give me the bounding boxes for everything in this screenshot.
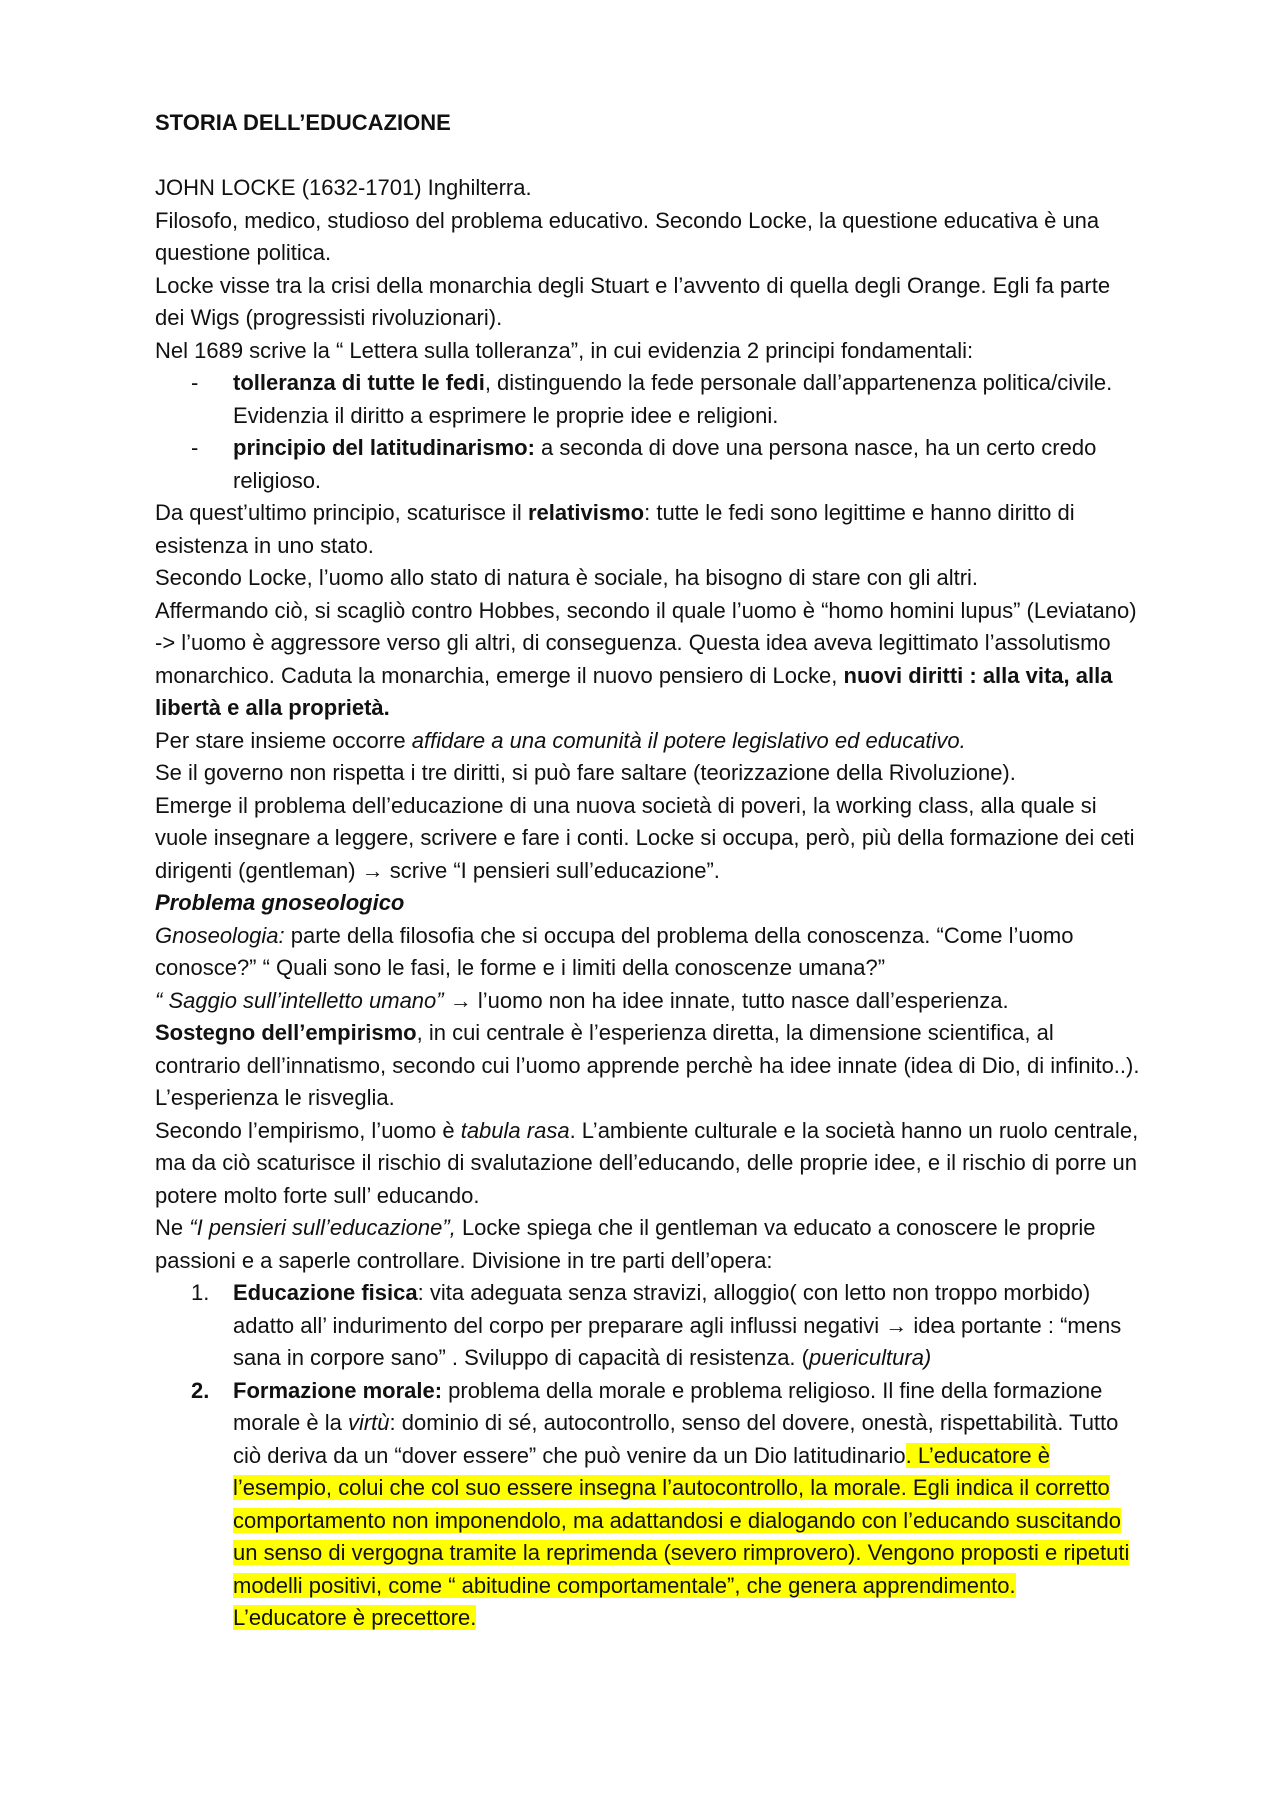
bold-term: principio del latitudinarismo:: [233, 435, 535, 460]
bold-term: Sostegno dell’empirismo: [155, 1020, 417, 1045]
italic-term: affidare a una comunità il potere legislativo ed educativo.: [411, 727, 966, 753]
item-text: problema della morale e problema religioso. Il fine della formazione morale è la: [233, 1377, 1103, 1435]
paragraph-community: [155, 725, 1140, 758]
number-marker: 1.: [191, 1280, 210, 1305]
text-span: Da quest’ultimo principio, scaturisce il: [155, 500, 528, 525]
list-item: [155, 432, 1140, 497]
section-heading: Problema gnoseologico: [155, 890, 405, 915]
text-span: parte della filosofia che si occupa del problema della conoscenza. “Come l’uomo conosce?” “ Quali sono le fasi, le forme e i limiti della conoscenze umana?”: [155, 922, 1074, 980]
text-span: Locke spiega che il gentleman va educato a conoscere le proprie passioni e a saperle controllare. Divisione in tre parti dell’opera:: [155, 1215, 1096, 1273]
paragraph-hobbes: [155, 595, 1140, 725]
italic-term: Gnoseologia:: [155, 922, 285, 948]
bold-term: Formazione morale:: [233, 1377, 443, 1403]
text-span: Ne: [155, 1215, 190, 1240]
italic-term: “I pensieri sull’educazione”,: [189, 1215, 456, 1240]
dash-marker: -: [191, 370, 199, 395]
document-title: STORIA DELL’EDUCAZIONE: [155, 110, 451, 135]
item-text: , distinguendo la fede personale dall’appartenenza politica/civile. Evidenzia il diritto a esprimere le proprie idee e religioni.: [233, 370, 1113, 428]
italic-term: virtù: [347, 1410, 390, 1435]
text-span: , in cui centrale è l’esperienza diretta, la dimensione scientifica, al contrario dell’innatismo, secondo cui l’uomo apprende perchè ha idee innate (idea di Dio, di infinito..). L’esperienza le risveglia.: [155, 1020, 1140, 1110]
paragraph-empiricism: [155, 1017, 1140, 1115]
paragraph-intro: Filosofo, medico, studioso del problema educativo. Secondo Locke, la questione educativa è una questione politica.: [155, 207, 1100, 265]
italic-term: “ Saggio sull’intelletto umano”: [155, 987, 444, 1013]
paragraph-letter: Nel 1689 scrive la “ Lettera sulla tolleranza”, in cui evidenzia 2 principi fondamentali:: [155, 337, 974, 363]
paragraph-revolution: Se il governo non rispetta i tre diritti, si può fare saltare (teorizzazione della Rivoluzione).: [155, 760, 1016, 785]
highlighted-text: . L’educatore è l’esempio, colui che col suo essere insegna l’autocontrollo, la morale. Egli indica il corretto comportamento non imponendolo, ma adattandosi e dialogando con l’educando suscitando un senso di vergogna tramite la reprimenda (severo rimprovero). Vengono proposti e ripetuti modelli positivi, come “ abitudine comportamentale”, che genera apprendimento.: [233, 1442, 1130, 1598]
paragraph-locke-header: JOHN LOCKE (1632-1701) Inghilterra.: [155, 175, 532, 200]
text-span: : tutte le fedi sono legittime e hanno diritto di esistenza in uno stato.: [155, 500, 1075, 558]
paragraph-essay: [155, 985, 1140, 1018]
dash-marker: -: [191, 435, 199, 460]
paragraph-tabula-rasa: [155, 1115, 1140, 1213]
text-span: . L’ambiente culturale e la società hanno un ruolo centrale, ma da ciò scaturisce il rischio di svalutazione dell’educando, delle proprie idee, e il rischio di porre un potere molto forte sull’ educando.: [155, 1117, 1139, 1208]
list-item: [155, 367, 1140, 432]
paragraph-social: Secondo Locke, l’uomo allo stato di natura è sociale, ha bisogno di stare con gli altri.: [155, 565, 979, 590]
text-span: → l’uomo non ha idee innate, tutto nasce dall’esperienza.: [443, 987, 1009, 1013]
text-span: Per stare insieme occorre: [155, 727, 412, 753]
work-parts-list: [155, 1277, 1140, 1635]
paragraph-relativism: [155, 497, 1140, 562]
document-page: [155, 107, 1140, 1635]
item-text: a seconda di dove una persona nasce, ha un certo credo religioso.: [233, 435, 1097, 493]
text-span: Secondo l’empirismo, l’uomo è: [155, 1117, 461, 1143]
text-span: Affermando ciò, si scagliò contro Hobbes, secondo il quale l’uomo è “homo homini lupus” (Leviatano) -> l’uomo è aggressore verso gli altri, di conseguenza. Questa idea aveva legittimato l’assolutismo monarchico. Caduta la monarchia, emerge il nuovo pensiero di Locke,: [155, 597, 1137, 688]
item-text: : vita adeguata senza stravizi, alloggio( con letto non troppo morbido) adatto all’ indurimento del corpo per preparare agli influssi negativi → idea portante : “mens sana in corpore sano” . Sviluppo di capacità di resistenza. (: [233, 1280, 1122, 1370]
italic-term: puericultura): [808, 1345, 932, 1370]
bold-term: tolleranza di tutte le fedi: [233, 370, 485, 395]
principles-list: [155, 367, 1140, 497]
highlighted-text: L’educatore è precettore.: [233, 1605, 477, 1630]
paragraph-working-class: Emerge il problema dell’educazione di una nuova società di poveri, la working class, alla quale si vuole insegnare a leggere, scrivere e fare i conti. Locke si occupa, però, più della formazione dei ceti dirigenti (gentleman) → scrive “I pensieri sull’educazione”.: [155, 792, 1135, 883]
paragraph-thoughts: [155, 1212, 1140, 1277]
list-item: [155, 1375, 1140, 1635]
number-marker: 2.: [191, 1377, 210, 1403]
list-item: [155, 1277, 1140, 1375]
paragraph-gnoseology: [155, 920, 1140, 985]
bold-term: Educazione fisica: [233, 1280, 418, 1305]
item-text: : dominio di sé, autocontrollo, senso del dovere, onestà, rispettabilità. Tutto ciò deriva da un “dover essere” che può venire da un Dio latitudinario: [233, 1410, 1119, 1468]
italic-term: tabula rasa: [460, 1117, 570, 1143]
paragraph-history: Locke visse tra la crisi della monarchia degli Stuart e l’avvento di quella degli Orange. Egli fa parte dei Wigs (progressisti rivoluzionari).: [155, 272, 1111, 330]
bold-term: nuovi diritti : alla vita, alla libertà e alla proprietà.: [155, 662, 1113, 720]
bold-term: relativismo: [527, 500, 645, 525]
